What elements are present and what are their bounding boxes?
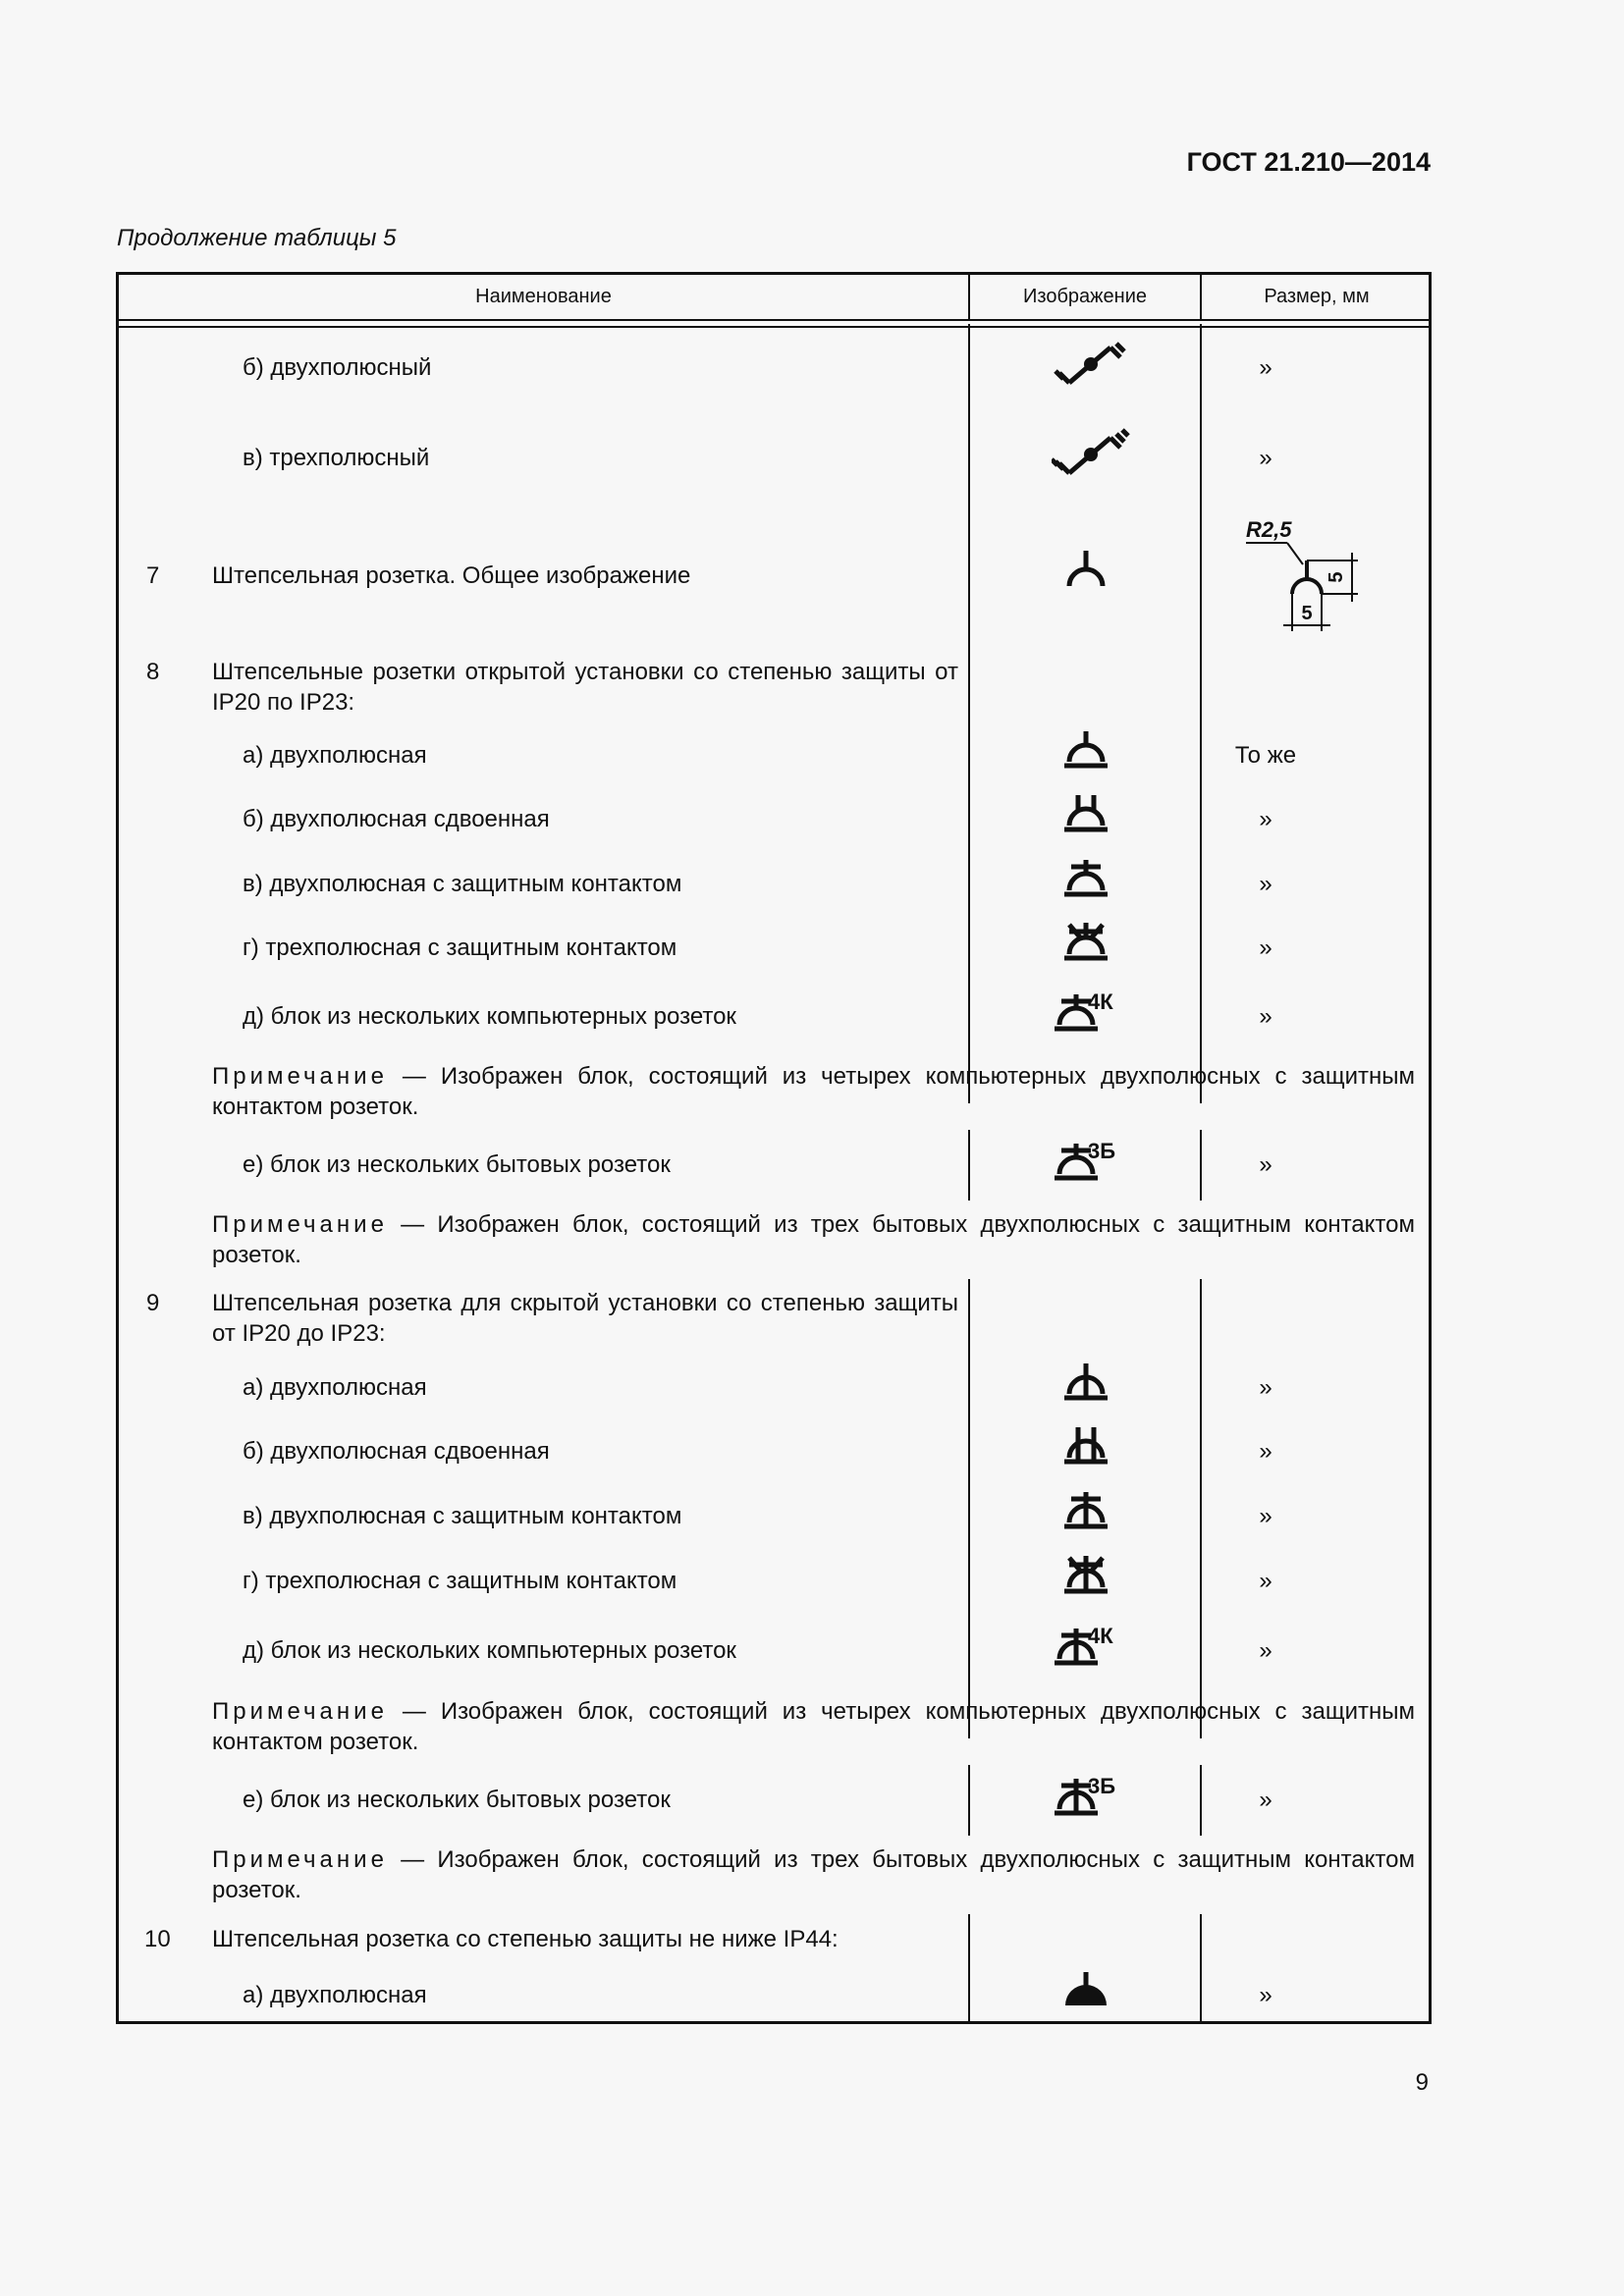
symbols-table <box>116 272 1432 2024</box>
row-size-8b: » <box>1259 806 1272 832</box>
row-label-9a: а) двухполюсная <box>243 1374 427 1401</box>
row-label-9b: б) двухполюсная сдвоенная <box>243 1438 550 1465</box>
three-pole-switch-symbol <box>1052 424 1130 483</box>
note-9-computer <box>212 1696 1415 1757</box>
hidden-socket-2p-double-symbol <box>1061 1424 1110 1468</box>
note-label: Примечание <box>212 1063 388 1090</box>
dimension-height: 5 <box>1326 571 1347 583</box>
item-label-10: Штепсельная розетка со степенью защиты не ниже IP44: <box>212 1926 839 1952</box>
dimension-width: 5 <box>1301 603 1313 624</box>
column-divider <box>968 1279 970 1738</box>
note-label: Примечание <box>212 1211 388 1238</box>
row-size-8a: То же <box>1234 742 1297 769</box>
row-size-9a: » <box>1259 1374 1272 1401</box>
item-label-7: Штепсельная розетка. Общее изображение <box>212 562 691 589</box>
row-label-8d: д) блок из нескольких компьютерных розеток <box>243 1003 736 1030</box>
dimension-radius: R2,5 <box>1246 517 1292 542</box>
row-size-9g: » <box>1259 1568 1272 1594</box>
row-size-9e: » <box>1259 1787 1272 1813</box>
symbol-superscript-3b: 3Б <box>1088 1139 1116 1163</box>
note-9-household <box>212 1844 1415 1905</box>
row-size-9v: » <box>1259 1503 1272 1529</box>
document-code: ГОСТ 21.210—2014 <box>1186 147 1431 177</box>
row-label-9d: д) блок из нескольких компьютерных розеток <box>243 1637 736 1664</box>
header-rule <box>119 319 1429 328</box>
row-label-9g: г) трехполюсная с защитным контактом <box>243 1568 677 1594</box>
column-divider <box>968 1914 970 2024</box>
row-size-8v: » <box>1259 871 1272 897</box>
row-size-b-two-pole: » <box>1259 354 1272 381</box>
hidden-socket-2p-ground-symbol <box>1061 1489 1110 1532</box>
row-size-9b: » <box>1259 1438 1272 1465</box>
item-label-8: Штепсельные розетки открытой установки со степенью защиты от IP20 по IP23: <box>212 659 958 716</box>
row-size-10a: » <box>1259 1982 1272 2008</box>
row-label-v-three-pole: в) трехполюсный <box>243 445 430 471</box>
open-socket-2p-ground-symbol <box>1061 857 1110 900</box>
note-label: Примечание <box>212 1846 388 1873</box>
note-text: — Изображен блок, состоящий из трех бытовых двухполюсных с защитным контактом розеток. <box>212 1211 1415 1268</box>
row-size-8e: » <box>1259 1151 1272 1178</box>
open-socket-3p-ground-symbol <box>1061 921 1110 964</box>
row-label-b-two-pole: б) двухполюсный <box>243 354 432 381</box>
row-label-9e: е) блок из нескольких бытовых розеток <box>243 1787 671 1813</box>
column-divider <box>968 324 970 1103</box>
hidden-socket-2p-symbol <box>1061 1361 1110 1404</box>
two-pole-switch-symbol <box>1052 334 1130 393</box>
row-label-8e: е) блок из нескольких бытовых розеток <box>243 1151 671 1178</box>
row-size-9d: » <box>1259 1637 1272 1664</box>
item-label-9: Штепсельная розетка для скрытой установки со степенью защиты от IP20 до IP23: <box>212 1290 958 1347</box>
table-caption: Продолжение таблицы 5 <box>117 225 397 251</box>
row-size-8g: » <box>1259 934 1272 961</box>
row-label-9v: в) двухполюсная с защитным контактом <box>243 1503 682 1529</box>
row-label-8g: г) трехполюсная с защитным контактом <box>243 934 677 961</box>
column-header-image: Изображение <box>1023 286 1147 307</box>
item-number-10: 10 <box>144 1926 171 1952</box>
note-text: — Изображен блок, состоящий из четырех компьютерных двухполюсных с защитным контактом розеток. <box>212 1698 1415 1755</box>
row-label-8v: в) двухполюсная с защитным контактом <box>243 871 682 897</box>
socket-general-symbol <box>1061 547 1110 596</box>
row-size-v-three-pole: » <box>1259 445 1272 471</box>
column-divider <box>1200 324 1202 1103</box>
column-header-name: Наименование <box>475 286 612 307</box>
row-label-8a: а) двухполюсная <box>243 742 427 769</box>
ip44-socket-2p-symbol <box>1061 1970 1110 2009</box>
item-number-9: 9 <box>146 1290 160 1316</box>
column-divider <box>968 1130 970 1201</box>
item-number-8: 8 <box>146 659 160 685</box>
open-socket-2p-double-symbol <box>1061 792 1110 835</box>
row-label-10a: а) двухполюсная <box>243 1982 427 2008</box>
symbol-superscript-4k: 4К <box>1088 989 1113 1014</box>
column-header-size: Размер, мм <box>1264 286 1370 307</box>
symbol-superscript-4k: 4К <box>1088 1624 1113 1648</box>
open-socket-2p-symbol <box>1061 728 1110 772</box>
row-size-8d: » <box>1259 1003 1272 1030</box>
page-number: 9 <box>1415 2069 1429 2096</box>
note-label: Примечание <box>212 1698 388 1725</box>
symbol-superscript-3b: 3Б <box>1088 1774 1116 1798</box>
note-text: — Изображен блок, состоящий из трех бытовых двухполюсных с защитным контактом розеток. <box>212 1846 1415 1903</box>
socket-dimension-drawing <box>1238 515 1415 643</box>
row-label-8b: б) двухполюсная сдвоенная <box>243 806 550 832</box>
column-divider <box>968 1765 970 1836</box>
note-8-computer <box>212 1061 1415 1122</box>
hidden-socket-3p-ground-symbol <box>1061 1554 1110 1597</box>
note-8-household <box>212 1209 1415 1270</box>
note-text: — Изображен блок, состоящий из четырех компьютерных двухполюсных с защитным контактом розеток. <box>212 1063 1415 1120</box>
item-number-7: 7 <box>146 562 160 589</box>
